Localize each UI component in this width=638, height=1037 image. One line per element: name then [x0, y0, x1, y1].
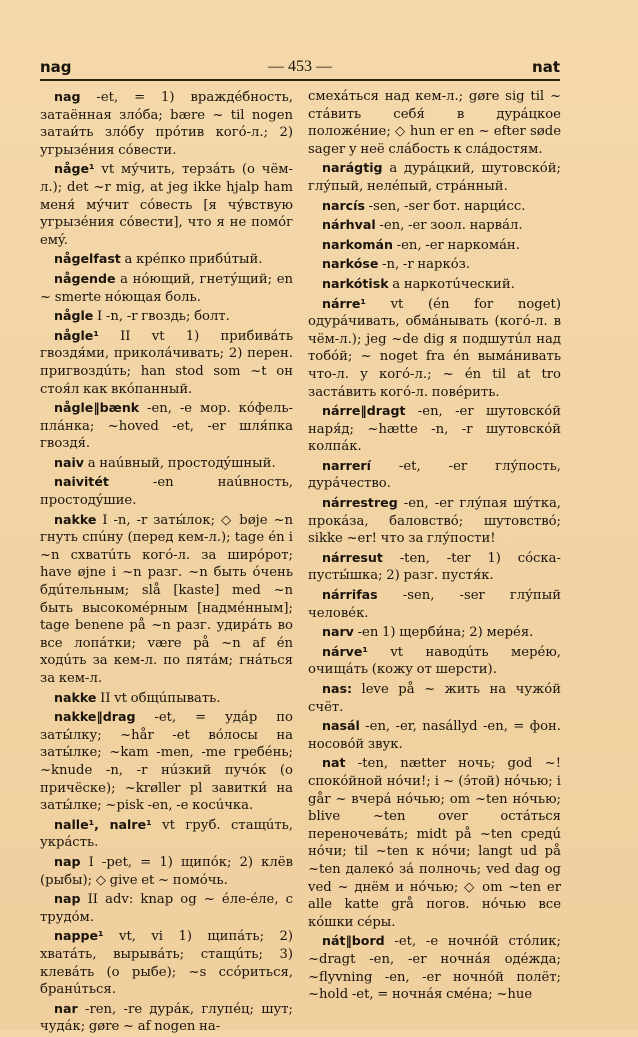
right-guide-word: nat — [532, 58, 560, 76]
dictionary-entry — [308, 932, 561, 1003]
entry-definition: -en, -e мор. кóфель-плáнка; ~hoved -et, -er шля́пка гвоздя́. — [40, 401, 293, 452]
dictionary-entry — [308, 216, 561, 235]
page-header — [40, 56, 560, 80]
entry-headword: narkomán — [322, 236, 393, 252]
entry-headword: nap — [54, 891, 81, 907]
entry-headword: nárresut — [322, 549, 383, 565]
entry-definition: -et, = 1) враждéбность, затаённая злóба; bære ~ til nogen затаи́ть злóбу прóтив когó-л.; 2) угрызéния сóвести. — [40, 90, 293, 158]
entry-headword: nakke — [54, 511, 97, 527]
entry-definition: -en, -er, nasállyd -en, = фон. носовóй звук. — [308, 719, 561, 752]
entry-definition: vt, vi 1) щипáть; 2) хватáть, вырывáть; стащúть; 3) клевáть (о рыбе); ~s ссóриться, бранúться. — [40, 929, 293, 998]
entry-headword: nárrifas — [322, 587, 378, 603]
dictionary-entry — [40, 327, 293, 398]
entry-definition: a дурáцкий, шутовскóй; глу́пый, нелéпый, стрáнный. — [308, 161, 561, 194]
dictionary-entry — [308, 295, 561, 402]
entry-definition: II adv: knap og ~ éле-éле, с трудóм. — [40, 892, 293, 925]
entry-headword: narrerí — [322, 457, 371, 473]
dictionary-entry — [40, 853, 293, 889]
dictionary-entry — [40, 1000, 293, 1036]
dictionary-entry — [308, 457, 561, 493]
entry-headword: någle¹ — [54, 327, 99, 343]
entry-headword: någe¹ — [54, 161, 95, 177]
entry-definition: a крéпко прибúтый. — [120, 252, 263, 268]
entry-definition: -en наúвность, простодýшие. — [40, 475, 293, 509]
dictionary-entry — [308, 623, 561, 642]
entry-definition: -ren, -re дурáк, глупéц; шут; чудáк; gøre ~ af nogen на- — [40, 1001, 293, 1035]
entry-definition: смехáться над кем-л.; gøre sig til ~ стáвить себя́ в дурáцкое положéние; ◇ hun er en ~ efter søde sager у неё слáбость к слáдостям. — [308, 89, 561, 157]
entry-definition: leve på ~ жить на чужóй счёт. — [308, 682, 561, 715]
dictionary-entry — [308, 494, 561, 548]
entry-definition: a нóющий, гнетýщий; en ~ smerte нóющая боль. — [40, 271, 293, 305]
dictionary-entry — [308, 255, 561, 274]
entry-definition: -et, = удáр по заты́лку; ~hår -et вóлосы на заты́лке; ~kam -men, -me гребéнь; ~knude -n, -r нúзкий пучóк (о причёске); ~krøller pl завитки́ на заты́лке; ~pisk -en, -e косúчка. — [40, 710, 293, 814]
entry-definition: II vt общúпывать. — [96, 690, 221, 706]
dictionary-entry — [308, 236, 561, 255]
dictionary-entry — [308, 159, 561, 195]
dictionary-entry — [308, 88, 561, 158]
entry-headword: nalle¹, nalre¹ — [54, 816, 152, 832]
entry-definition: -en, -er зоол. нарвáл. — [375, 218, 523, 234]
entry-headword: någende — [54, 270, 116, 286]
dictionary-entry — [40, 689, 293, 708]
dictionary-entry — [308, 197, 561, 216]
entry-definition: a наркотúческий. — [388, 276, 515, 292]
entry-headword: nárhval — [322, 217, 376, 233]
entry-headword: nakke — [54, 689, 97, 705]
entry-headword: narágtig — [322, 160, 383, 176]
entry-headword: någelfast — [54, 251, 121, 267]
entry-definition: -ten, nætter ночь; god ~! спокóйной нóчи!; i ~ (э́той) нóчью; i går ~ вчерá нóчью; om ~ten нóчью; blive ~ten over остáться переночевáть; midt på ~ten средú нóчи; til ~ten к нóчи; langt ud på ~ten далекó зá полночь; ved dag og ved ~ днём и нóчью; ◇ om ~ten er alle katte grå погов. нóчью все кóшки сéры. — [308, 756, 561, 930]
dictionary-entry — [40, 307, 293, 326]
dictionary-entry — [40, 708, 293, 815]
entry-headword: naiv — [54, 454, 84, 470]
entry-headword: nárve¹ — [322, 643, 368, 659]
entry-headword: naivitét — [54, 474, 109, 490]
entry-headword: narkótisk — [322, 275, 389, 291]
entry-definition: -sen, -ser глу́пый человéк. — [308, 588, 561, 621]
entry-headword: nag — [54, 89, 81, 104]
right-column — [308, 88, 561, 1005]
entry-headword: nat — [322, 755, 346, 771]
entry-definition: -en, -er шутовскóй наря́д; ~hætte -n, -r шутовскóй колпáк. — [308, 404, 561, 455]
entry-definition: -en, -er глу́пая шу́тка, прокáза, баловствó; шутовствó; sikke ~er! что за глу́пости! — [308, 496, 561, 547]
entry-headword: nárrestreg — [322, 495, 398, 511]
entry-headword: nappe¹ — [54, 928, 104, 944]
entry-definition: II vt 1) прибивáть гвоздя́ми, приколáчивать; 2) перен. пригвоздúть; han stod som ~t он стоя́л как вкóпанный. — [40, 328, 293, 397]
header-rule — [40, 79, 560, 81]
entry-definition: vt (én for noget) одурáчивать, обмáнывать (когó-л. в чём-л.); jeg ~de dig я подшутúл над тобóй; ~ noget fra én выма́нивать что-л. у когó-л.; ~ én til at tro застáвить когó-л. повéрить. — [308, 296, 561, 400]
entry-definition: I -pet, = 1) щипóк; 2) клёв (рыбы); ◇ give et ~ помóчь. — [40, 854, 293, 888]
entry-definition: -sen, -ser бот. нарци́сс. — [364, 198, 526, 214]
dictionary-entry — [308, 275, 561, 294]
entry-definition: -en, -er наркомáн. — [392, 237, 520, 253]
dictionary-entry — [40, 511, 293, 688]
dictionary-entry — [308, 717, 561, 753]
dictionary-entry — [308, 680, 561, 716]
entry-headword: narkóse — [322, 256, 379, 272]
entry-definition: -n, -r наркóз. — [378, 257, 471, 273]
entry-headword: nas: — [322, 681, 352, 696]
entry-definition: I -n, -r гвоздь; болт. — [93, 309, 230, 325]
dictionary-entry — [308, 402, 561, 456]
page-number: — 453 — — [268, 58, 332, 75]
entry-definition: -en 1) щерби́на; 2) мерéя. — [353, 625, 534, 641]
entry-headword: nakke‖drag — [54, 709, 136, 725]
dictionary-entry — [40, 454, 293, 473]
entry-definition: vt груб. стащúть, укрáсть. — [40, 817, 293, 851]
dictionary-entry — [308, 586, 561, 622]
entry-definition: a наúвный, простодýшный. — [84, 455, 276, 471]
left-column — [40, 88, 293, 1037]
entry-definition: vt наводúть мерéю, очищáть (кожу от шерсти). — [308, 644, 561, 678]
left-guide-word: nag — [40, 58, 72, 76]
entry-headword: någle‖bænk — [54, 400, 140, 416]
dictionary-entry — [40, 890, 293, 926]
dictionary-entry — [40, 399, 293, 453]
entry-headword: nárre¹ — [322, 295, 366, 311]
dictionary-entry — [40, 473, 293, 509]
dictionary-entry — [40, 816, 293, 852]
dictionary-entry — [40, 160, 293, 249]
dictionary-entry — [40, 270, 293, 306]
entry-headword: nap — [54, 853, 81, 869]
entry-definition: -et, -e ночнóй стóлик; ~dragt -en, -er ночнáя одéжда; ~flyvning -en, -er ночнóй полёт; ~hold -et, = ночнáя смéна; ~hue — [308, 934, 561, 1003]
entry-headword: nárre‖dragt — [322, 403, 406, 419]
dictionary-entry — [40, 88, 293, 159]
dictionary-entry — [308, 643, 561, 679]
entry-definition: vt му́чить, терзáть (о чём-л.); det ~r mig, at jeg ikke hjalp ham меня́ му́чит сóвесть [я чу́вствую угрызéния сóвести], что я не помóг емý. — [40, 162, 293, 248]
entry-headword: nát‖bord — [322, 933, 385, 949]
dictionary-entry — [40, 250, 293, 269]
entry-headword: någle — [54, 308, 94, 324]
entry-headword: narv — [322, 624, 354, 640]
entry-headword: nar — [54, 1000, 78, 1016]
entry-headword: narcís — [322, 197, 365, 213]
dictionary-entry — [40, 927, 293, 998]
entry-definition: I -n, -r заты́лок; ◇ bøje ~n гнуть спúну (перед кем-л.); tage én i ~n схватúть когó-л. за ширóрот; have øjne i ~n разг. ~n быть óчень бдúтельным; slå [kaste] med ~n быть высокомéрным [надмéнным]; tage benene på ~n разг. удирáть во все лопáтки; være på ~n af én ходúть за кем-л. по пятáм; гнáться за кем-л. — [40, 512, 293, 686]
dictionary-entry — [308, 549, 561, 585]
entry-definition: -et, -er глу́пость, дурáчество. — [308, 458, 561, 492]
entry-headword: nasál — [322, 718, 360, 734]
dictionary-entry — [308, 754, 561, 931]
entry-definition: -ten, -ter 1) сóска-пусты́шка; 2) разг. пустя́к. — [308, 550, 561, 584]
